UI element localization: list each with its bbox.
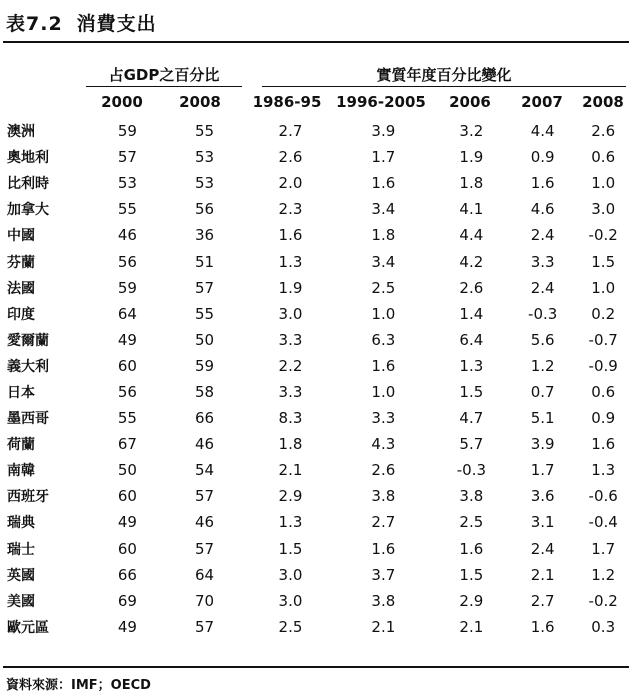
value-cell: 2.7 <box>278 122 303 141</box>
value-cell: 57 <box>194 539 215 558</box>
value-cell: 2.1 <box>530 565 555 584</box>
value-cell: 1.4 <box>459 304 484 323</box>
country-cell: 奧地利 <box>7 150 49 167</box>
value-cell: 60 <box>117 487 137 506</box>
bottom-rule <box>3 666 629 668</box>
value-cell: 3.3 <box>278 382 303 401</box>
value-cell: 3.0 <box>278 591 303 610</box>
value-cell: 3.9 <box>371 122 396 141</box>
country-cell: 南韓 <box>7 463 35 480</box>
value-cell: 2.1 <box>278 461 303 480</box>
table-number: 表7.2 <box>6 13 63 35</box>
value-cell: 64 <box>194 565 215 584</box>
consumption-table <box>0 118 632 640</box>
value-cell: 3.6 <box>530 487 555 506</box>
value-cell: -0.4 <box>588 513 618 532</box>
value-cell: 6.3 <box>371 330 396 349</box>
value-cell: 60 <box>117 539 137 558</box>
value-cell: 2.5 <box>278 617 303 636</box>
value-cell: 49 <box>117 330 137 349</box>
table-body <box>0 118 632 640</box>
column-header-2008-share: 2008 <box>179 93 221 111</box>
group-underline-gdp-share <box>86 86 242 87</box>
table-row <box>0 301 632 327</box>
value-cell: 0.6 <box>591 382 616 401</box>
value-cell: 3.8 <box>459 487 484 506</box>
value-cell: 1.5 <box>278 539 303 558</box>
value-cell: 5.6 <box>530 330 555 349</box>
value-cell: 4.4 <box>459 226 484 245</box>
value-cell: 2.6 <box>591 122 616 141</box>
value-cell: 2.6 <box>371 461 396 480</box>
value-cell: 3.4 <box>371 200 396 219</box>
value-cell: 59 <box>117 278 137 297</box>
group-header-real-change: 實質年度百分比變化 <box>376 66 512 84</box>
value-cell: 1.7 <box>591 539 616 558</box>
column-header-2006: 2006 <box>449 93 491 111</box>
value-cell: 1.6 <box>371 539 396 558</box>
value-cell: 2.9 <box>278 487 303 506</box>
value-cell: 1.3 <box>591 461 616 480</box>
value-cell: 4.4 <box>530 122 555 141</box>
value-cell: -0.7 <box>588 330 618 349</box>
value-cell: 3.1 <box>530 513 555 532</box>
value-cell: 5.7 <box>459 435 484 454</box>
country-cell: 法國 <box>7 280 35 297</box>
column-header-1996-2005: 1996-2005 <box>336 93 426 111</box>
value-cell: 3.0 <box>278 565 303 584</box>
value-cell: 56 <box>117 382 137 401</box>
value-cell: 57 <box>194 278 215 297</box>
country-cell: 澳洲 <box>7 124 35 141</box>
table-row <box>0 196 632 222</box>
value-cell: 66 <box>194 409 215 428</box>
value-cell: 59 <box>117 122 137 141</box>
value-cell: 55 <box>117 200 137 219</box>
value-cell: 1.3 <box>278 252 303 271</box>
value-cell: 46 <box>117 226 137 245</box>
column-header-2000: 2000 <box>101 93 143 111</box>
value-cell: 1.0 <box>591 174 616 193</box>
source-note: 資料來源：IMF；OECD <box>6 678 151 693</box>
value-cell: 67 <box>117 435 137 454</box>
value-cell: 59 <box>194 356 215 375</box>
value-cell: 57 <box>117 148 137 167</box>
value-cell: 1.6 <box>459 539 484 558</box>
value-cell: 1.7 <box>530 461 555 480</box>
value-cell: 2.4 <box>530 539 555 558</box>
value-cell: 2.5 <box>459 513 484 532</box>
value-cell: 3.3 <box>371 409 396 428</box>
table-row <box>0 431 632 457</box>
table-title <box>6 9 157 36</box>
value-cell: 46 <box>194 435 215 454</box>
value-cell: 1.8 <box>278 435 303 454</box>
table-row <box>0 588 632 614</box>
value-cell: 2.1 <box>371 617 396 636</box>
value-cell: 6.4 <box>459 330 484 349</box>
value-cell: 69 <box>117 591 137 610</box>
country-cell: 加拿大 <box>7 202 49 219</box>
value-cell: 50 <box>117 461 137 480</box>
value-cell: 4.2 <box>459 252 484 271</box>
value-cell: 2.0 <box>278 174 303 193</box>
top-rule <box>3 41 629 43</box>
value-cell: 4.1 <box>459 200 484 219</box>
value-cell: 49 <box>117 513 137 532</box>
value-cell: -0.2 <box>588 591 618 610</box>
value-cell: 1.6 <box>530 174 555 193</box>
value-cell: -0.3 <box>528 304 558 323</box>
value-cell: 1.2 <box>591 565 616 584</box>
value-cell: 1.9 <box>459 148 484 167</box>
table-row <box>0 509 632 535</box>
value-cell: 0.3 <box>591 617 616 636</box>
value-cell: 3.8 <box>371 591 396 610</box>
value-cell: 54 <box>194 461 215 480</box>
value-cell: 1.0 <box>371 304 396 323</box>
value-cell: 2.7 <box>371 513 396 532</box>
value-cell: 70 <box>194 591 215 610</box>
table-row <box>0 118 632 144</box>
value-cell: 60 <box>117 356 137 375</box>
country-cell: 荷蘭 <box>7 437 35 454</box>
value-cell: 1.5 <box>459 382 484 401</box>
value-cell: 0.9 <box>591 409 616 428</box>
column-header-1986-95: 1986-95 <box>252 93 322 111</box>
value-cell: 2.2 <box>278 356 303 375</box>
table-row <box>0 275 632 301</box>
table-row <box>0 170 632 196</box>
value-cell: 64 <box>117 304 137 323</box>
country-cell: 瑞士 <box>7 541 35 558</box>
value-cell: 1.8 <box>459 174 484 193</box>
value-cell: 53 <box>117 174 137 193</box>
table-row <box>0 536 632 562</box>
value-cell: 2.3 <box>278 200 303 219</box>
group-underline-real-change <box>262 86 626 87</box>
value-cell: 4.3 <box>371 435 396 454</box>
table-row <box>0 222 632 248</box>
column-header-2007: 2007 <box>521 93 563 111</box>
value-cell: -0.9 <box>588 356 618 375</box>
value-cell: 57 <box>194 617 215 636</box>
value-cell: 66 <box>117 565 137 584</box>
value-cell: 0.2 <box>591 304 616 323</box>
value-cell: 0.9 <box>530 148 555 167</box>
value-cell: 57 <box>194 487 215 506</box>
value-cell: 3.4 <box>371 252 396 271</box>
value-cell: 1.6 <box>371 174 396 193</box>
table-row <box>0 327 632 353</box>
value-cell: 49 <box>117 617 137 636</box>
country-cell: 日本 <box>7 384 35 401</box>
table-row <box>0 353 632 379</box>
group-header-gdp-share: 占GDP之百分比 <box>108 66 220 84</box>
value-cell: 1.0 <box>371 382 396 401</box>
value-cell: 1.5 <box>459 565 484 584</box>
table-row <box>0 457 632 483</box>
value-cell: 1.6 <box>530 617 555 636</box>
country-cell: 美國 <box>7 593 35 610</box>
country-cell: 墨西哥 <box>7 411 49 428</box>
value-cell: 3.3 <box>530 252 555 271</box>
value-cell: 5.1 <box>530 409 555 428</box>
country-cell: 西班牙 <box>7 489 49 506</box>
value-cell: 2.1 <box>459 617 484 636</box>
value-cell: 56 <box>117 252 137 271</box>
country-cell: 芬蘭 <box>7 254 35 271</box>
value-cell: 2.5 <box>371 278 396 297</box>
value-cell: 3.3 <box>278 330 303 349</box>
value-cell: 53 <box>194 174 215 193</box>
value-cell: 1.5 <box>591 252 616 271</box>
value-cell: 2.6 <box>459 278 484 297</box>
table-row <box>0 483 632 509</box>
table-row <box>0 379 632 405</box>
value-cell: 3.2 <box>459 122 484 141</box>
value-cell: 3.9 <box>530 435 555 454</box>
value-cell: 56 <box>194 200 215 219</box>
value-cell: 2.9 <box>459 591 484 610</box>
value-cell: 2.6 <box>278 148 303 167</box>
value-cell: 1.3 <box>459 356 484 375</box>
value-cell: 8.3 <box>278 409 303 428</box>
value-cell: -0.3 <box>456 461 486 480</box>
table-row <box>0 248 632 274</box>
table-row <box>0 562 632 588</box>
country-cell: 義大利 <box>7 358 49 375</box>
table-row <box>0 614 632 640</box>
value-cell: 3.7 <box>371 565 396 584</box>
value-cell: 2.4 <box>530 278 555 297</box>
value-cell: 3.0 <box>278 304 303 323</box>
value-cell: 0.7 <box>530 382 555 401</box>
table-title-text: 消費支出 <box>76 13 157 35</box>
value-cell: 1.7 <box>371 148 396 167</box>
value-cell: 36 <box>194 226 215 245</box>
country-cell: 印度 <box>7 306 35 323</box>
value-cell: 46 <box>194 513 215 532</box>
country-cell: 歐元區 <box>7 619 49 636</box>
country-cell: 愛爾蘭 <box>7 332 49 349</box>
value-cell: 1.9 <box>278 278 303 297</box>
value-cell: 1.2 <box>530 356 555 375</box>
value-cell: 0.6 <box>591 148 616 167</box>
column-header-2008-change: 2008 <box>582 93 624 111</box>
value-cell: 1.6 <box>371 356 396 375</box>
value-cell: -0.6 <box>588 487 618 506</box>
country-cell: 英國 <box>7 567 35 584</box>
country-cell: 中國 <box>7 228 35 245</box>
value-cell: 53 <box>194 148 215 167</box>
value-cell: 51 <box>194 252 215 271</box>
value-cell: 1.8 <box>371 226 396 245</box>
value-cell: 2.4 <box>530 226 555 245</box>
value-cell: 55 <box>194 304 215 323</box>
table-row <box>0 405 632 431</box>
value-cell: 1.0 <box>591 278 616 297</box>
value-cell: 50 <box>194 330 215 349</box>
value-cell: 3.0 <box>591 200 616 219</box>
value-cell: 1.3 <box>278 513 303 532</box>
value-cell: -0.2 <box>588 226 618 245</box>
value-cell: 55 <box>117 409 137 428</box>
value-cell: 2.7 <box>530 591 555 610</box>
table-row <box>0 144 632 170</box>
country-cell: 比利時 <box>7 176 49 193</box>
value-cell: 4.6 <box>530 200 555 219</box>
value-cell: 1.6 <box>278 226 303 245</box>
value-cell: 4.7 <box>459 409 484 428</box>
value-cell: 55 <box>194 122 215 141</box>
country-cell: 瑞典 <box>7 515 35 532</box>
value-cell: 1.6 <box>591 435 616 454</box>
value-cell: 3.8 <box>371 487 396 506</box>
value-cell: 58 <box>194 382 215 401</box>
